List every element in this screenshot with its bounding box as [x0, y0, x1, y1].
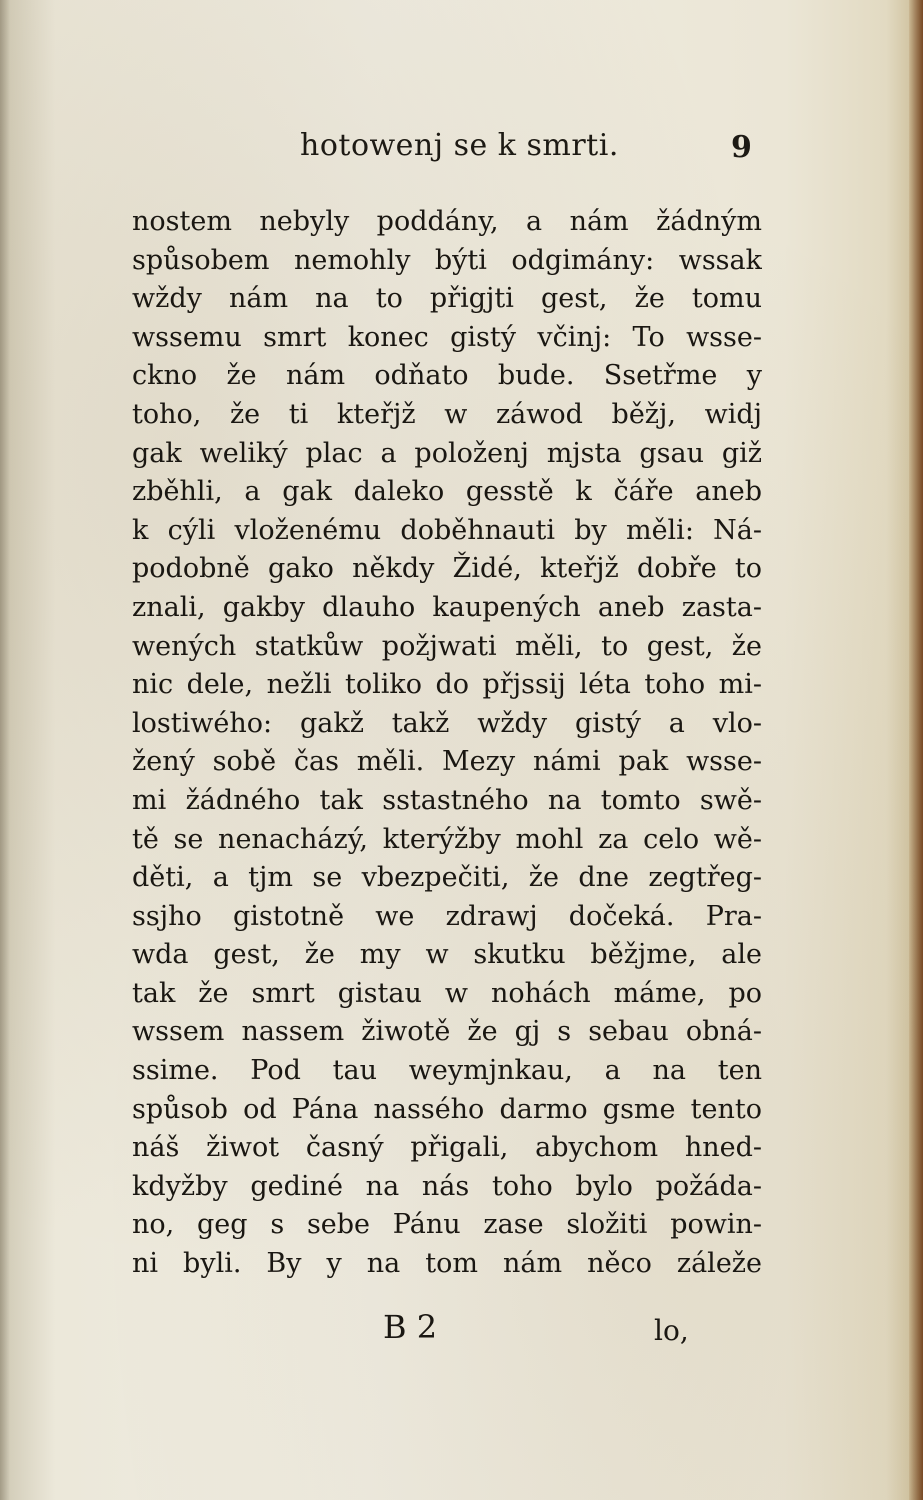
text-line: náš žiwot časný přigali, abychom hned-	[132, 1132, 762, 1164]
text-line: tě se nenacházý, kterýžby mohl za celo wě-	[132, 823, 762, 855]
text-line: nostem nebyly poddány, a nám žádným	[132, 206, 762, 237]
text-line: wždy nám na to přigjti gest, že tomu	[132, 283, 762, 315]
text-line: gak weliký plac a položenj mjsta gsau giž	[132, 437, 762, 469]
text-line: mi žádného tak sstastného na tomto swě-	[132, 784, 762, 816]
page-footer	[0, 1302, 923, 1352]
text-line: wených statkůw požjwati měli, to gest, že	[132, 630, 762, 662]
page-header	[0, 128, 923, 168]
text-line: znali, gakby dlauho kaupených aneb zasta-	[132, 591, 762, 623]
catchword: lo,	[654, 1314, 689, 1347]
text-line: podobně gako někdy Židé, kteřjž dobře to	[132, 553, 762, 585]
page-number: 9	[731, 130, 752, 165]
text-line: lostiwého: gakž takž wždy gistý a vlo-	[132, 707, 762, 739]
running-title: hotowenj se k smrti.	[300, 128, 619, 163]
text-line: tak že smrt gistau w nohách máme, po	[132, 977, 762, 1009]
page-gutter-shadow	[0, 0, 10, 1500]
text-line: spůsobem nemohly býti odgimány: wssak	[132, 244, 762, 276]
text-line: toho, že ti kteřjž w záwod běžj, widj	[132, 398, 762, 430]
text-line: spůsob od Pána nassého darmo gsme tento	[132, 1093, 762, 1125]
text-line: wssemu smrt konec gistý včinj: To wsse-	[132, 321, 762, 353]
text-line: děti, a tjm se vbezpečiti, že dne zegtřeg-	[132, 862, 762, 894]
text-line: zběhli, a gak daleko gesstě k čáře aneb	[132, 476, 762, 508]
text-line: k cýli vloženému doběhnauti by měli: Ná-	[132, 514, 762, 546]
body-text	[132, 203, 762, 1284]
text-line: ckno že nám odňato bude. Ssetřme y	[132, 360, 762, 392]
text-line: wssem nassem žiwotě že gj s sebau obná-	[132, 1016, 762, 1048]
text-line: ssjho gistotně we zdrawj dočeká. Pra-	[132, 900, 762, 932]
text-line: no, geg s sebe Pánu zase složiti powin-	[132, 1209, 762, 1241]
page-edge-shadow	[909, 0, 923, 1500]
text-line: ni byli. By y na tom nám něco záleže	[132, 1248, 762, 1280]
text-line: wda gest, že my w skutku běžjme, ale	[132, 939, 762, 971]
text-line: žený sobě čas měli. Mezy námi pak wsse-	[132, 746, 762, 778]
text-line: nic dele, nežli toliko do přjssij léta toho mi-	[132, 669, 762, 701]
text-line: kdyžby gediné na nás toho bylo požáda-	[132, 1170, 762, 1202]
text-line: ssime. Pod tau weymjnkau, a na ten	[132, 1055, 762, 1087]
signature-mark: B 2	[383, 1308, 438, 1346]
